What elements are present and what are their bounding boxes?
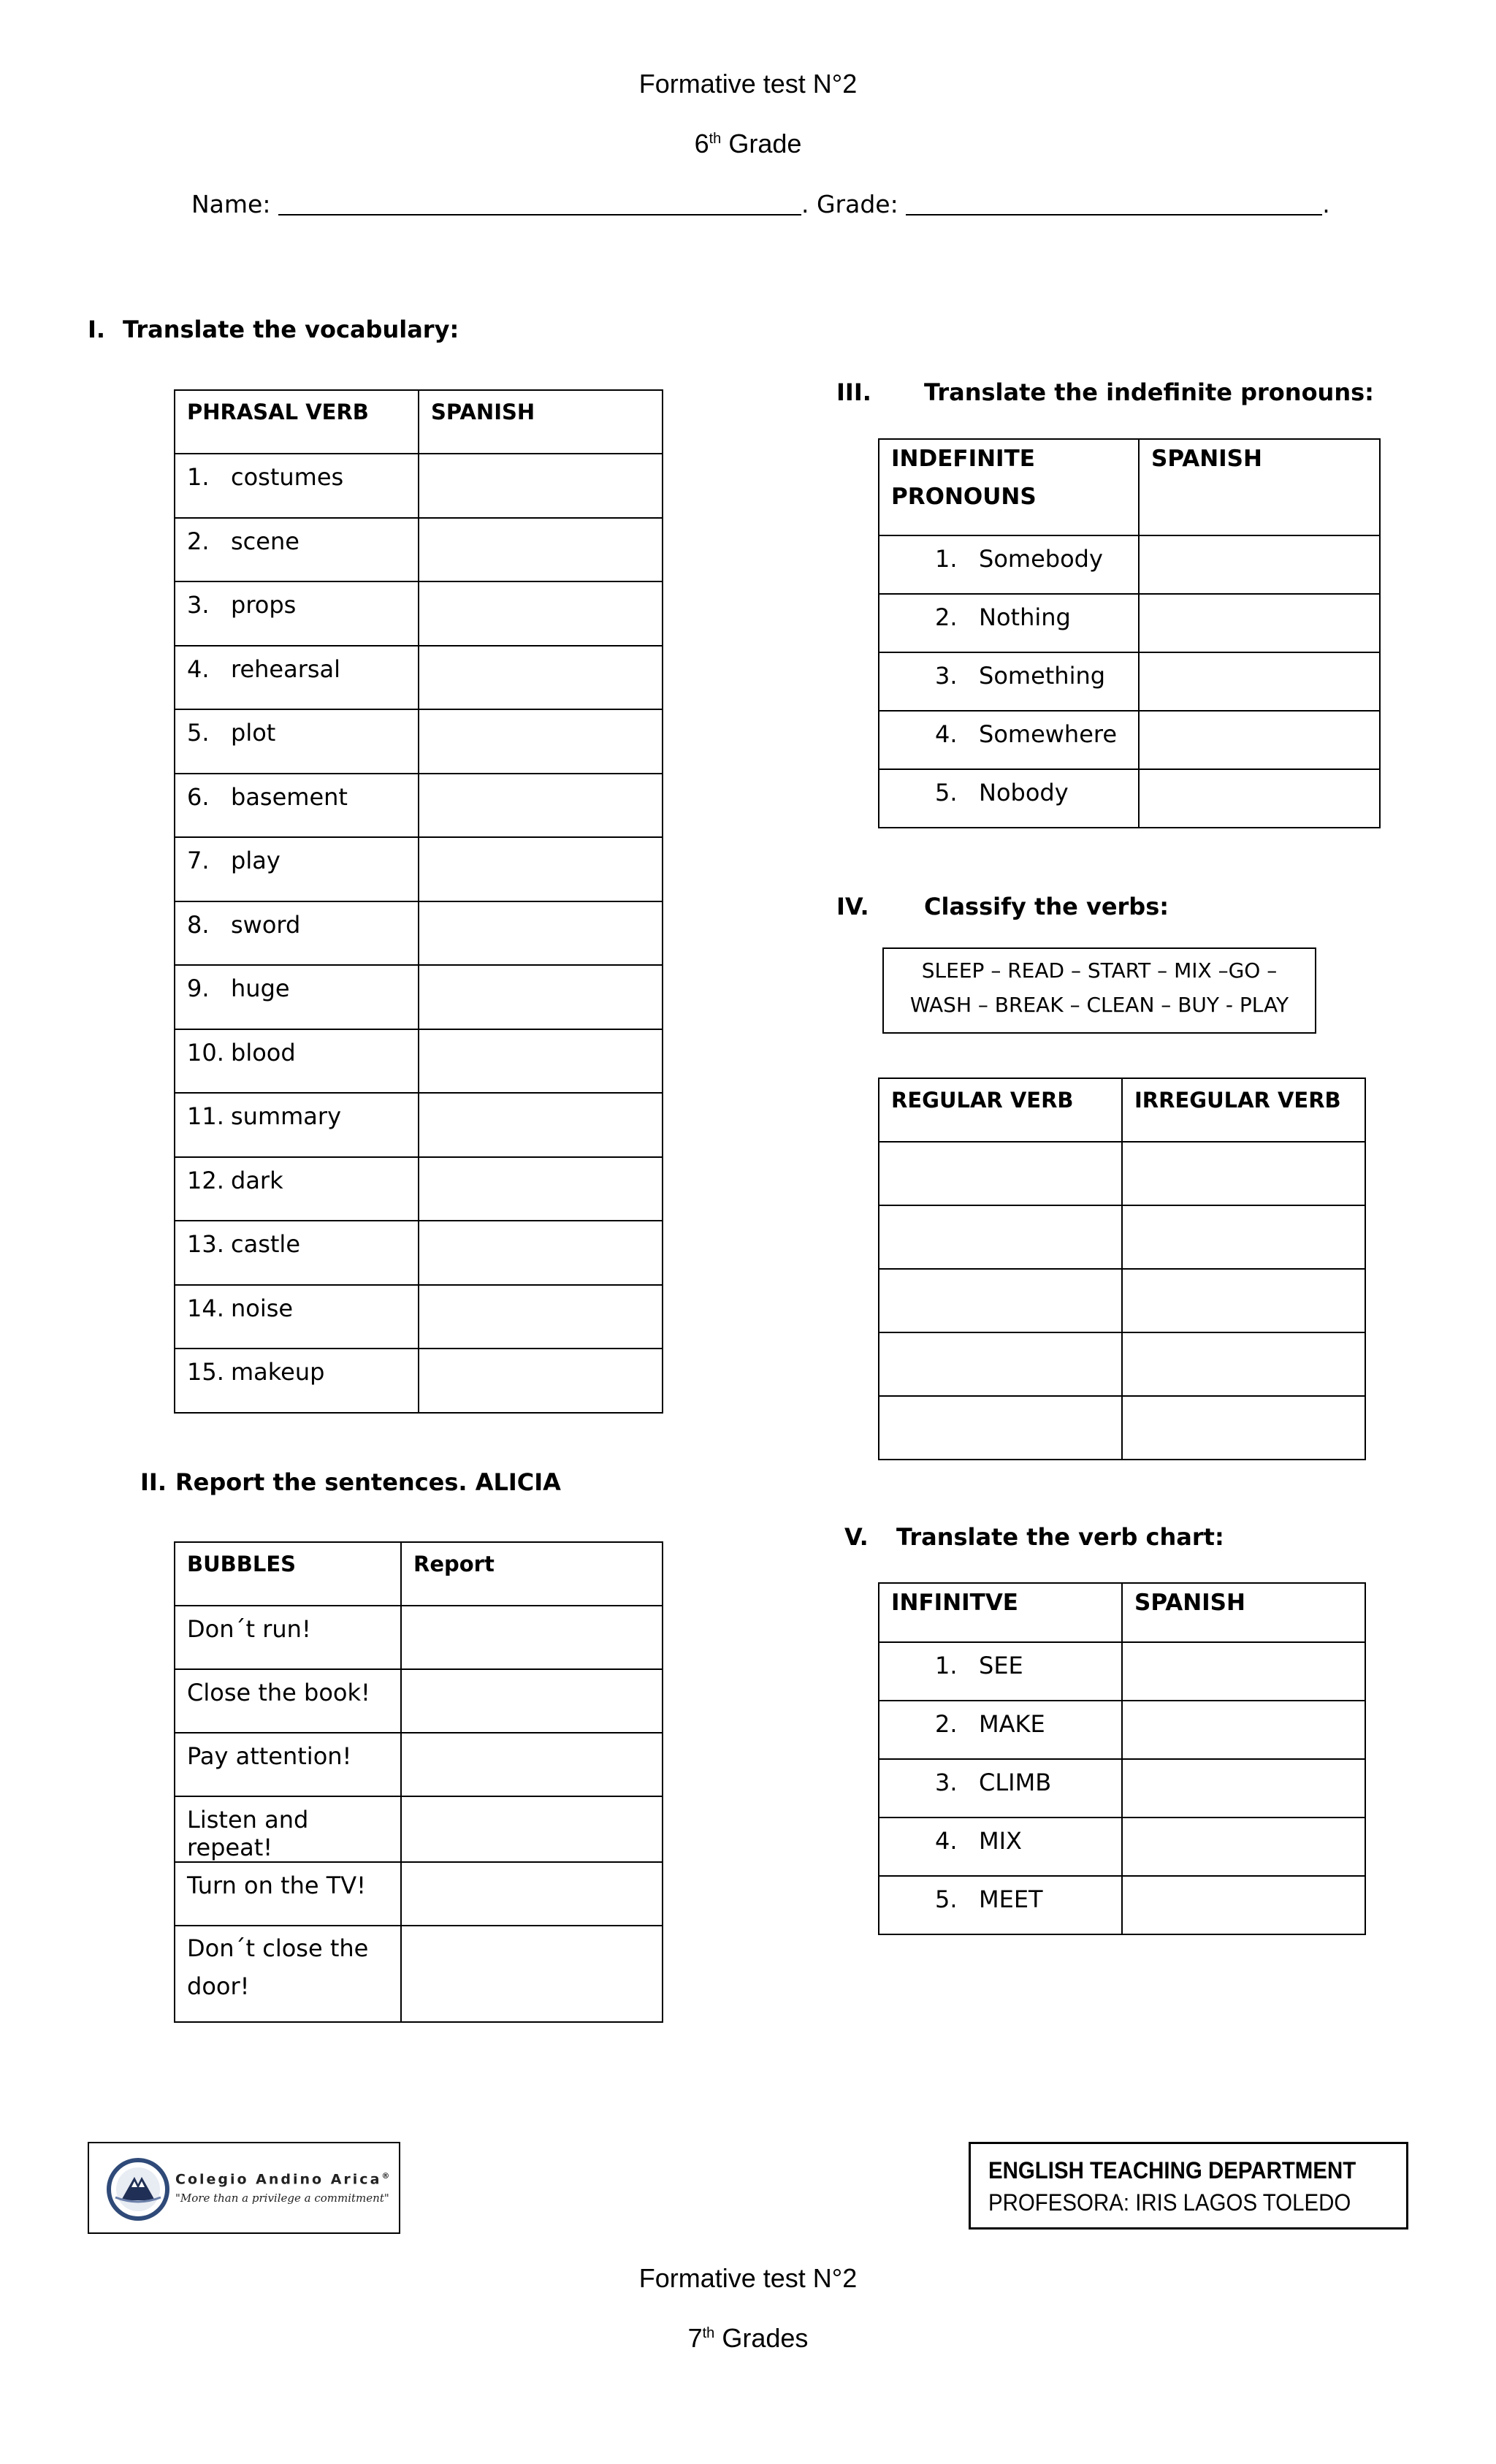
vocab-word: 2. scene [175, 518, 419, 581]
vocab-answer-cell[interactable] [419, 1093, 663, 1157]
bubbles-col-bubbles: BUBBLES [175, 1542, 401, 1606]
section1-title: Translate the vocabulary: [123, 316, 459, 343]
bubble-sentence: Listen and repeat! [175, 1796, 401, 1862]
section1-numeral: I. [88, 316, 106, 343]
section5-title: Translate the verb chart: [896, 1523, 1224, 1551]
end-dot: . [1322, 190, 1330, 218]
verb-chart-answer-cell[interactable] [1122, 1818, 1365, 1876]
classify-col-irregular: IRREGULAR VERB [1122, 1078, 1365, 1142]
table-row [879, 652, 1380, 711]
vocab-word: 7. play [175, 837, 419, 901]
verb-chart-answer-cell[interactable] [1122, 1701, 1365, 1759]
grade-word: Grade [728, 129, 802, 159]
test-title: Formative test N°2 [638, 69, 858, 99]
verb-chart-answer-cell[interactable] [1122, 1642, 1365, 1701]
table-row [175, 1606, 663, 1669]
section3-numeral: III. [836, 378, 871, 406]
bubble-sentence: Close the book! [175, 1669, 401, 1733]
section2-title: Report the sentences. ALICIA [175, 1468, 561, 1496]
department-box [969, 2142, 1408, 2230]
school-logo-box [88, 2142, 400, 2234]
table-row [879, 1142, 1365, 1205]
next-grade-number: 7 [687, 2323, 703, 2353]
pronouns-table [878, 438, 1381, 828]
table-row [175, 646, 663, 709]
pronoun-answer-cell[interactable] [1139, 769, 1380, 828]
pronoun-word: 4. Somewhere [879, 711, 1139, 769]
table-row [175, 1733, 663, 1796]
teacher-name: PROFESORA: IRIS LAGOS TOLEDO [988, 2189, 1351, 2216]
grade-superscript: th [709, 131, 722, 147]
table-row [175, 581, 663, 646]
table-row [879, 1396, 1365, 1460]
irregular-verb-cell[interactable] [1122, 1332, 1365, 1396]
section5-heading [844, 1523, 1224, 1551]
irregular-verb-cell[interactable] [1122, 1205, 1365, 1269]
table-row [175, 454, 663, 518]
report-answer-cell[interactable] [401, 1862, 663, 1926]
vocab-answer-cell[interactable] [419, 837, 663, 901]
section1-heading [88, 316, 459, 343]
vocab-answer-cell[interactable] [419, 454, 663, 518]
table-row [175, 901, 663, 965]
vocab-answer-cell[interactable] [419, 1029, 663, 1093]
report-answer-cell[interactable] [401, 1669, 663, 1733]
table-row [879, 535, 1380, 594]
vocab-word: 12. dark [175, 1157, 419, 1221]
bubble-sentence: Don´t run! [175, 1606, 401, 1669]
pronoun-word: 1. Somebody [879, 535, 1139, 594]
bubble-sentence: Don´t close the door! [175, 1926, 401, 2022]
name-grade-line [191, 190, 1330, 218]
pronoun-word: 5. Nobody [879, 769, 1139, 828]
vocab-word: 9. huge [175, 965, 419, 1029]
grade-heading [0, 129, 1496, 159]
name-label: Name: [191, 190, 271, 218]
irregular-verb-cell[interactable] [1122, 1142, 1365, 1205]
grade-number: 6 [694, 129, 709, 159]
vocab-answer-cell[interactable] [419, 774, 663, 837]
table-row [879, 1269, 1365, 1332]
table-row [175, 1349, 663, 1413]
irregular-verb-cell[interactable] [1122, 1396, 1365, 1460]
infinitive-word: 1. SEE [879, 1642, 1122, 1701]
vocab-answer-cell[interactable] [419, 518, 663, 581]
verb-chart-answer-cell[interactable] [1122, 1759, 1365, 1818]
table-row [175, 1157, 663, 1221]
vocab-answer-cell[interactable] [419, 965, 663, 1029]
verb-chart-answer-cell[interactable] [1122, 1876, 1365, 1934]
next-grade-heading [0, 2323, 1496, 2354]
vocab-answer-cell[interactable] [419, 1157, 663, 1221]
table-row [175, 1796, 663, 1862]
vocab-word: 4. rehearsal [175, 646, 419, 709]
verb-chart-col-infinitive: INFINITVE [879, 1583, 1122, 1642]
irregular-verb-cell[interactable] [1122, 1269, 1365, 1332]
table-row [175, 774, 663, 837]
name-blank[interactable] [278, 214, 801, 215]
department-name: ENGLISH TEACHING DEPARTMENT [988, 2157, 1356, 2183]
pronoun-answer-cell[interactable] [1139, 535, 1380, 594]
table-row [879, 1642, 1365, 1701]
table-row [879, 1332, 1365, 1396]
pronoun-word: 3. Something [879, 652, 1139, 711]
infinitive-word: 5. MEET [879, 1876, 1122, 1934]
vocab-word: 10. blood [175, 1029, 419, 1093]
verb-word-bank [882, 947, 1316, 1034]
word-bank-line-2: WASH – BREAK – CLEAN – BUY - PLAY [909, 993, 1289, 1017]
vocabulary-table [174, 389, 663, 1414]
grade-blank[interactable] [906, 214, 1322, 215]
vocab-word: 3. props [175, 581, 419, 646]
vocab-word: 15. makeup [175, 1349, 419, 1413]
next-grade-superscript: th [702, 2325, 715, 2341]
verb-chart-table [878, 1582, 1366, 1935]
vocab-answer-cell[interactable] [419, 646, 663, 709]
vocab-answer-cell[interactable] [419, 709, 663, 774]
report-answer-cell[interactable] [401, 1796, 663, 1862]
next-test-title: Formative test N°2 [638, 2263, 858, 2293]
regular-verb-cell[interactable] [879, 1205, 1122, 1269]
section4-title: Classify the verbs: [924, 893, 1169, 920]
vocab-word: 5. plot [175, 709, 419, 774]
vocab-word: 11. summary [175, 1093, 419, 1157]
vocab-word: 13. castle [175, 1221, 419, 1285]
pronouns-col-spanish: SPANISH [1139, 439, 1380, 535]
pronoun-answer-cell[interactable] [1139, 594, 1380, 652]
section4-heading [836, 893, 1169, 920]
table-row [175, 1221, 663, 1285]
classify-col-regular: REGULAR VERB [879, 1078, 1122, 1142]
vocab-word: 1. costumes [175, 454, 419, 518]
regular-verb-cell[interactable] [879, 1396, 1122, 1460]
pronoun-answer-cell[interactable] [1139, 652, 1380, 711]
section2-heading [140, 1468, 561, 1496]
table-row [175, 1029, 663, 1093]
vocab-col-phrasal-verb: PHRASAL VERB [175, 390, 419, 454]
report-answer-cell[interactable] [401, 1606, 663, 1669]
vocab-col-spanish: SPANISH [419, 390, 663, 454]
infinitive-word: 2. MAKE [879, 1701, 1122, 1759]
vocab-answer-cell[interactable] [419, 1221, 663, 1285]
table-row [175, 965, 663, 1029]
vocab-word: 6. basement [175, 774, 419, 837]
pronouns-col-indefinite: INDEFINITE PRONOUNS [879, 439, 1139, 535]
vocab-word: 14. noise [175, 1285, 419, 1349]
infinitive-word: 3. CLIMB [879, 1759, 1122, 1818]
section4-numeral: IV. [836, 893, 869, 920]
table-row [175, 1285, 663, 1349]
table-row [879, 594, 1380, 652]
registered-mark: ® [381, 2171, 390, 2181]
table-row [175, 1093, 663, 1157]
table-row [175, 1862, 663, 1926]
school-motto: "More than a privilege a commitment" [175, 2192, 389, 2205]
table-row [879, 1701, 1365, 1759]
infinitive-word: 4. MIX [879, 1818, 1122, 1876]
table-row [175, 1926, 663, 2022]
section3-title: Translate the indefinite pronouns: [924, 378, 1374, 406]
vocab-answer-cell[interactable] [419, 581, 663, 646]
word-bank-line-1: SLEEP – READ – START – MIX –GO – [921, 958, 1278, 983]
table-row [175, 1669, 663, 1733]
vocab-word: 8. sword [175, 901, 419, 965]
vocab-answer-cell[interactable] [419, 1349, 663, 1413]
table-row [879, 1205, 1365, 1269]
vocab-answer-cell[interactable] [419, 1285, 663, 1349]
section5-numeral: V. [844, 1523, 869, 1551]
verb-chart-col-spanish: SPANISH [1122, 1583, 1365, 1642]
pronoun-word: 2. Nothing [879, 594, 1139, 652]
bubbles-col-report: Report [401, 1542, 663, 1606]
table-row [879, 1818, 1365, 1876]
classify-verbs-table [878, 1077, 1366, 1460]
report-answer-cell[interactable] [401, 1926, 663, 2022]
grade-label: . Grade: [801, 190, 898, 218]
next-grade-word: Grades [722, 2323, 809, 2353]
table-row [879, 711, 1380, 769]
bubble-sentence: Pay attention! [175, 1733, 401, 1796]
section3-heading [836, 378, 1374, 406]
regular-verb-cell[interactable] [879, 1332, 1122, 1396]
vocab-answer-cell[interactable] [419, 901, 663, 965]
school-crest-icon [105, 2155, 171, 2224]
table-row [879, 769, 1380, 828]
table-row [175, 837, 663, 901]
table-row [879, 1876, 1365, 1934]
bubble-sentence: Turn on the TV! [175, 1862, 401, 1926]
table-row [175, 518, 663, 581]
table-row [879, 1759, 1365, 1818]
school-name: Colegio Andino Arica® [175, 2171, 390, 2188]
bubbles-table [174, 1541, 663, 2023]
section2-numeral: II. [140, 1468, 167, 1496]
table-row [175, 709, 663, 774]
regular-verb-cell[interactable] [879, 1269, 1122, 1332]
report-answer-cell[interactable] [401, 1733, 663, 1796]
pronoun-answer-cell[interactable] [1139, 711, 1380, 769]
regular-verb-cell[interactable] [879, 1142, 1122, 1205]
